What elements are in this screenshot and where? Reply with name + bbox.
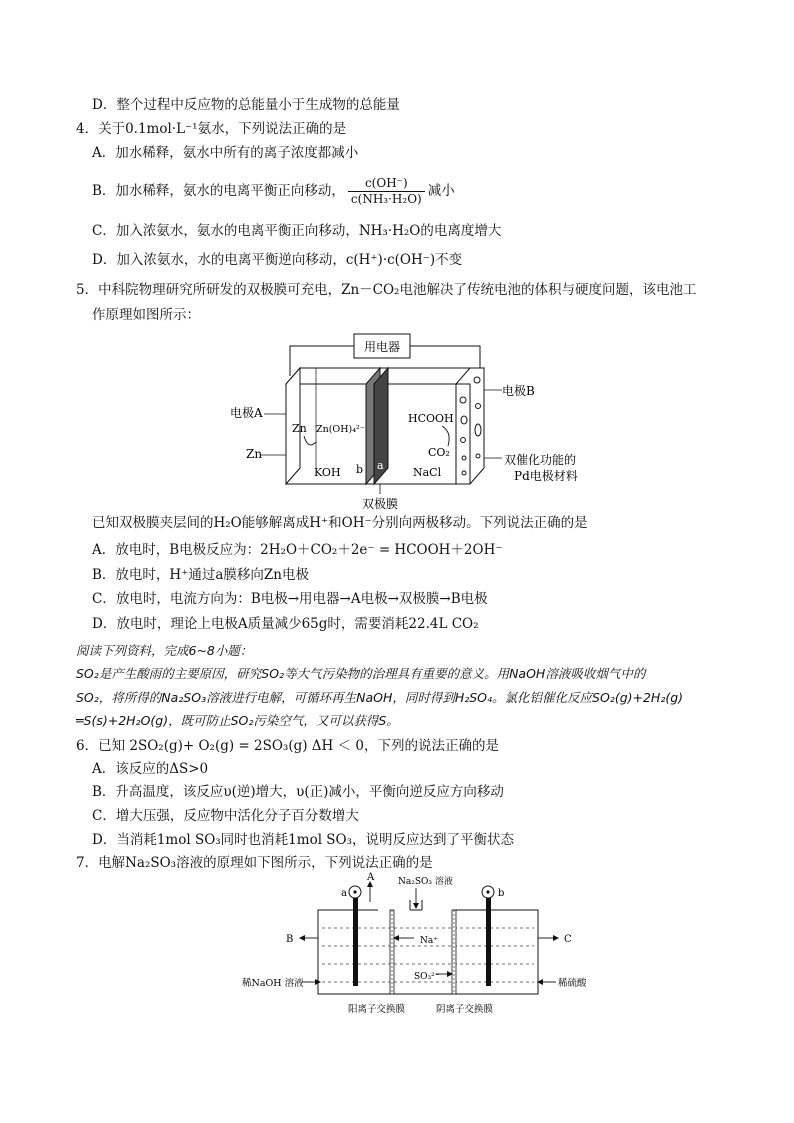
q4-option-a: A．加水稀释，氨水中所有的离子浓度都减小 [92, 145, 359, 161]
q4-option-c: C．加入浓氨水，氨水的电离平衡正向移动，NH₃·H₂O的电离度增大 [92, 223, 502, 239]
pore [462, 471, 466, 475]
pore [461, 438, 466, 443]
q5-stem-line1: 5．中科院物理研究所研发的双极膜可充电，Zn－CO₂电池解决了传统电池的体积与硬度问题，该电池工 [76, 282, 697, 298]
pore [476, 454, 480, 458]
co2-label: CO₂ [428, 446, 450, 459]
electrode-a-label: 电极A [230, 406, 263, 420]
acid-inlet-label: 稀硫酸 [558, 978, 587, 989]
fraction-numerator: c(OH⁻) [348, 176, 425, 192]
wire-right [410, 346, 480, 368]
na-ion-label: Na⁺ [420, 936, 438, 946]
q4-option-b-text: B．加水稀释，氨水的电离平衡正向移动， [92, 183, 345, 199]
q5-stem-line2: 作原理如图所示： [92, 307, 200, 323]
pd-label-2: Pd电极材料 [514, 469, 578, 483]
membrane-label: 双极膜 [362, 497, 399, 511]
load-label: 用电器 [363, 340, 401, 354]
q6-option-b: B．升高温度，该反应υ(逆)增大，υ(正)减小，平衡向逆反应方向移动 [92, 784, 504, 800]
pore [476, 404, 481, 409]
electrode-b-label: 电极B [502, 384, 535, 398]
arrow-head [413, 903, 419, 909]
pore [461, 416, 467, 424]
q6-stem: 6．已知 2SO₂(g)+ O₂(g) = 2SO₃(g) ΔH ＜ 0，下列的说法正确的是 [76, 738, 500, 754]
electrode-b [486, 898, 491, 986]
reading-line1: SO₂是产生酸雨的主要原因，研究SO₂等大气污染物的治理具有重要的意义。用NaOH溶液吸收烟气中的 [76, 666, 646, 681]
arrow-head [553, 935, 559, 941]
q3-option-d: D．整个过程中反应物的总能量小于生成物的总能量 [92, 97, 400, 113]
zincate-label: Zn(OH)₄²⁻ [316, 424, 365, 435]
hcooh-label: HCOOH [408, 412, 454, 425]
reading-intro: 阅读下列资料，完成6~8小题： [76, 643, 253, 658]
so3-ion-label: SO₃²⁻ [414, 972, 440, 982]
pore [475, 424, 481, 436]
q5-option-d: D．放电时，理论上电极A质量减少65g时，需要消耗22.4L CO₂ [92, 616, 479, 632]
outlet-b-label: B [286, 934, 294, 945]
q6-option-d: D．当消耗1mol SO₃同时也消耗1mol SO₃，说明反应达到了平衡状态 [92, 832, 515, 848]
q5-option-a: A．放电时，B电极反应为：2H₂O＋CO₂＋2e⁻ = HCOOH＋2OH⁻ [92, 542, 503, 558]
battery-diagram [220, 328, 600, 514]
anion-membrane-label: 阴离子交换膜 [436, 1004, 494, 1015]
pore [474, 377, 480, 383]
q4-fraction [348, 176, 425, 207]
terminal-dot [353, 890, 356, 893]
q6-option-c: C．增大压强，反应物中活化分子百分数增大 [92, 808, 359, 824]
electrode-a [353, 898, 358, 986]
pd-label-1: 双催化功能的 [504, 453, 577, 467]
q7-stem: 7．电解Na₂SO₃溶液的原理如下图所示，下列说法正确的是 [76, 855, 433, 871]
zn-rod-label: Zn [246, 447, 263, 461]
electrolysis-diagram [238, 872, 588, 1020]
reading-line2: SO₂，将所得的Na₂SO₃溶液进行电解，可循环再生NaOH，同时得到H₂SO₄。氯化铝催化反应SO₂(g)+2H₂(g) [76, 690, 684, 705]
outlet-a-label: A [367, 872, 375, 883]
terminal-a-label: a [341, 888, 347, 899]
zn-label: Zn [292, 422, 307, 435]
cation-membrane-label: 阳离子交换膜 [348, 1004, 406, 1015]
feed-label: Na₂SO₃ 溶液 [398, 877, 453, 887]
outlet-c-label: C [564, 934, 572, 945]
q5-info: 已知双极膜夹层间的H₂O能够解离成H⁺和OH⁻分别向两极移动。下列说法正确的是 [92, 515, 588, 531]
koh-label: KOH [314, 466, 341, 479]
pore [462, 456, 466, 460]
arrow-head [299, 935, 305, 941]
terminal-b-label: b [498, 888, 505, 899]
q5-option-b: B．放电时，H⁺通过a膜移向Zn电极 [92, 567, 309, 583]
q4-option-d: D．加入浓氨水，水的电离平衡逆向移动，c(H⁺)·c(OH⁻)不变 [92, 252, 463, 268]
membrane-a-label: a [377, 459, 384, 472]
q4-stem: 4．关于0.1mol·L⁻¹氨水，下列说法正确的是 [76, 121, 347, 137]
membrane-b-label: b [356, 463, 364, 476]
nacl-label: NaCl [413, 466, 442, 479]
pore [460, 397, 466, 403]
q4-option-b-suffix: 减小 [427, 183, 455, 199]
q4-option-b [92, 176, 455, 207]
terminal-dot [486, 890, 489, 893]
q5-option-c: C．放电时，电流方向为：B电极→用电器→A电极→双极膜→B电极 [92, 591, 488, 607]
reading-line3: ═S(s)+2H₂O(g)，既可防止SO₂污染空气，又可以获得S。 [76, 713, 399, 728]
fraction-denominator: c(NH₃·H₂O) [350, 192, 422, 206]
q6-option-a: A．该反应的ΔS>0 [92, 761, 209, 777]
naoh-inlet-label: 稀NaOH 溶液 [242, 978, 304, 989]
